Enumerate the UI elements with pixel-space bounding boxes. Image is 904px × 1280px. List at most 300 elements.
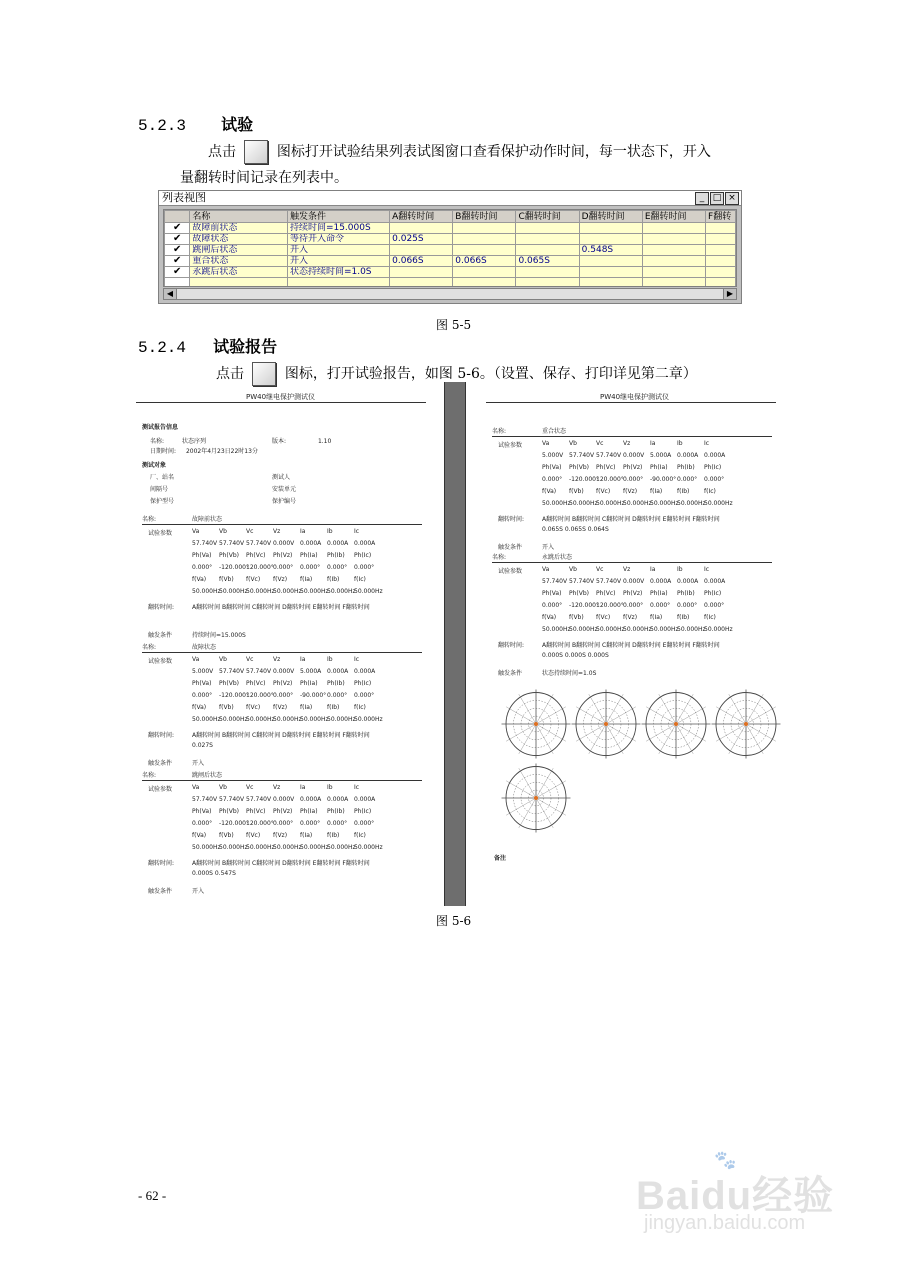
param-cell: 0.000° xyxy=(273,692,294,699)
param-cell: 5.000V xyxy=(192,668,214,675)
param-cell: 120.000° xyxy=(246,692,274,699)
param-cell: f(Ic) xyxy=(354,832,366,839)
param-cell: Ia xyxy=(300,784,306,791)
param-cell: f(Va) xyxy=(192,832,207,839)
results-grid[interactable] xyxy=(163,209,737,287)
block-name-label: 名称: xyxy=(142,644,157,651)
param-cell: Ph(Vb) xyxy=(569,464,590,471)
trigger-value: 开入 xyxy=(192,760,205,767)
param-cell: 50.000Hz xyxy=(354,588,383,595)
param-cell: 0.000V xyxy=(273,668,295,675)
param-cell: Vb xyxy=(219,784,227,791)
param-cell: Ia xyxy=(300,656,306,663)
trigger-value: 状态持续时间=1.0S xyxy=(542,670,597,677)
table-row[interactable]: ✔ 永跳后状态 状态持续时间=1.0S xyxy=(165,267,736,278)
param-cell: 50.000Hz xyxy=(246,716,275,723)
param-cell: Vc xyxy=(246,528,254,535)
window-titlebar[interactable] xyxy=(159,191,741,206)
param-cell: Ph(Vb) xyxy=(219,680,240,687)
param-cell: 57.740V xyxy=(219,796,245,803)
param-cell: 50.000Hz xyxy=(300,844,329,851)
param-cell: 0.000V xyxy=(623,578,645,585)
divider xyxy=(492,436,772,437)
param-cell: Ph(Va) xyxy=(192,680,212,687)
trigger-value: 持续时间=15.000S xyxy=(192,632,246,639)
param-cell: -90.000° xyxy=(650,476,677,483)
param-cell: 50.000Hz xyxy=(596,500,625,507)
param-cell: 0.000° xyxy=(704,476,725,483)
param-cell: f(Va) xyxy=(542,488,557,495)
param-cell: 50.000Hz xyxy=(569,626,598,633)
param-cell: 50.000Hz xyxy=(219,588,248,595)
action-headers: A翻转时间 B翻转时间 C翻转时间 D翻转时间 E翻转时间 F翻转时间 xyxy=(542,516,720,523)
param-cell: Ph(Vz) xyxy=(273,808,293,815)
param-cell: 50.000Hz xyxy=(542,626,571,633)
param-cell: 5.000V xyxy=(542,452,564,459)
param-cell: Ph(Vz) xyxy=(273,552,293,559)
figure-5-6-caption: 图 5-6 xyxy=(436,914,472,928)
action-headers: A翻转时间 B翻转时间 C翻转时间 D翻转时间 E翻转时间 F翻转时间 xyxy=(192,732,370,739)
trigger-value: 开入 xyxy=(542,544,555,551)
table-row[interactable] xyxy=(165,278,736,288)
param-cell: Ph(Ic) xyxy=(704,590,722,597)
para-1-line-2: 量翻转时间记录在列表中。 xyxy=(180,170,348,186)
param-cell: f(Vz) xyxy=(623,488,638,495)
param-cell: Ph(Ia) xyxy=(300,552,318,559)
param-cell: 0.000A xyxy=(704,452,726,459)
param-cell: Ph(Vc) xyxy=(246,680,266,687)
scroll-right-icon[interactable]: ▶ xyxy=(723,289,736,299)
param-cell: 0.000° xyxy=(192,820,213,827)
param-cell: f(Va) xyxy=(192,576,207,583)
param-cell: 50.000Hz xyxy=(354,844,383,851)
check-icon: ✔ xyxy=(165,245,190,256)
param-cell: 50.000Hz xyxy=(623,626,652,633)
trigger-label: 触发条件 xyxy=(498,670,523,677)
param-cell: 0.000V xyxy=(273,796,295,803)
param-cell: 57.740V xyxy=(192,540,218,547)
param-cell: 50.000Hz xyxy=(246,844,275,851)
param-cell: 0.000° xyxy=(192,564,213,571)
param-cell: 0.000A xyxy=(327,540,349,547)
param-cell: Va xyxy=(192,656,200,663)
block-name: 永跳后状态 xyxy=(542,554,573,561)
param-cell: Va xyxy=(542,440,550,447)
param-cell: Ib xyxy=(677,566,683,573)
check-icon: ✔ xyxy=(165,267,190,278)
param-cell: f(Vz) xyxy=(273,704,288,711)
param-cell: f(Ic) xyxy=(704,614,716,621)
param-cell: f(Ia) xyxy=(300,576,313,583)
param-cell: Va xyxy=(542,566,550,573)
param-cell: 50.000Hz xyxy=(327,716,356,723)
param-cell: f(Vc) xyxy=(596,488,611,495)
divider xyxy=(142,652,422,653)
param-cell: 50.000Hz xyxy=(327,588,356,595)
window-title: 列表视图 xyxy=(162,191,206,204)
action-label: 翻转时间: xyxy=(498,642,525,649)
param-cell: 50.000Hz xyxy=(219,844,248,851)
results-table xyxy=(164,210,736,287)
param-cell: 50.000Hz xyxy=(192,716,221,723)
param-cell: 120.000° xyxy=(246,820,274,827)
param-cell: Ph(Vb) xyxy=(569,590,590,597)
param-cell: 0.000A xyxy=(704,578,726,585)
action-headers: A翻转时间 B翻转时间 C翻转时间 D翻转时间 E翻转时间 F翻转时间 xyxy=(192,604,370,611)
param-cell: 50.000Hz xyxy=(327,844,356,851)
param-cell: Ph(Va) xyxy=(192,808,212,815)
block-name-label: 名称: xyxy=(492,554,507,561)
param-cell: 50.000Hz xyxy=(246,588,275,595)
param-cell: Va xyxy=(192,784,200,791)
param-cell: Vb xyxy=(219,656,227,663)
param-cell: f(Va) xyxy=(192,704,207,711)
param-cell: 50.000Hz xyxy=(704,626,733,633)
check-icon: ✔ xyxy=(165,256,190,267)
param-cell: f(Vb) xyxy=(219,576,234,583)
param-cell: 0.000A xyxy=(677,452,699,459)
action-headers: A翻转时间 B翻转时间 C翻转时间 D翻转时间 E翻转时间 F翻转时间 xyxy=(192,860,370,867)
table-row[interactable]: ✔ 故障前状态 持续时间=15.000S xyxy=(165,223,736,234)
param-cell: 0.000° xyxy=(192,692,213,699)
param-cell: Ph(Ia) xyxy=(300,680,318,687)
param-cell: 0.000° xyxy=(704,602,725,609)
param-cell: Ph(Ia) xyxy=(650,464,668,471)
param-cell: 0.000° xyxy=(327,820,348,827)
param-cell: f(Vz) xyxy=(273,832,288,839)
param-cell: f(Vc) xyxy=(246,704,261,711)
divider xyxy=(142,780,422,781)
param-cell: f(Vb) xyxy=(569,614,584,621)
watermark-url: jingyan.baidu.com xyxy=(644,1212,806,1234)
param-cell: 5.000A xyxy=(300,668,322,675)
scroll-left-icon[interactable]: ◀ xyxy=(164,289,177,299)
param-cell: Ph(Va) xyxy=(542,464,562,471)
param-cell: -120.000° xyxy=(569,476,599,483)
param-cell: 5.000A xyxy=(650,452,672,459)
param-cell: 0.000A xyxy=(327,668,349,675)
param-cell: Ib xyxy=(677,440,683,447)
param-cell: f(Vc) xyxy=(246,576,261,583)
param-cell: Ib xyxy=(327,656,333,663)
param-cell: f(Ia) xyxy=(300,832,313,839)
param-cell: 57.740V xyxy=(219,540,245,547)
param-cell: -120.000° xyxy=(219,820,249,827)
table-row[interactable]: ✔ 跳闸后状态 开入 0.548S xyxy=(165,245,736,256)
param-cell: Ph(Vc) xyxy=(246,552,266,559)
page-separator xyxy=(444,382,466,906)
param-cell: 57.740V xyxy=(246,540,272,547)
params-label: 试验参数 xyxy=(498,442,523,449)
para-2: 点击 图标，打开试验报告，如图 5-6。（设置、保存、打印详见第二章） xyxy=(216,362,697,386)
table-row[interactable]: ✔ 故障状态 等待开入命令 0.025S xyxy=(165,234,736,245)
report-title: PW40继电保护测试仪 xyxy=(246,393,316,401)
param-cell: 50.000Hz xyxy=(273,588,302,595)
param-cell: 0.000° xyxy=(650,602,671,609)
param-cell: 50.000Hz xyxy=(623,500,652,507)
figure-5-5-caption: 图 5-5 xyxy=(436,318,472,332)
divider xyxy=(486,402,776,403)
param-cell: Vz xyxy=(623,440,631,447)
trigger-label: 触发条件 xyxy=(498,544,523,551)
trigger-label: 触发条件 xyxy=(148,760,173,767)
polar-plots xyxy=(500,680,790,840)
param-cell: f(Ia) xyxy=(650,488,663,495)
check-icon: ✔ xyxy=(165,234,190,245)
param-cell: 50.000Hz xyxy=(273,844,302,851)
param-cell: 57.740V xyxy=(219,668,245,675)
param-cell: 0.000° xyxy=(354,692,375,699)
divider xyxy=(136,402,426,403)
report-title-right: PW40继电保护测试仪 xyxy=(600,393,670,401)
param-cell: 0.000° xyxy=(623,476,644,483)
param-cell: 0.000A xyxy=(300,796,322,803)
param-cell: f(Vb) xyxy=(219,832,234,839)
param-cell: Vc xyxy=(246,656,254,663)
block-name: 跳闸后状态 xyxy=(192,772,223,779)
param-cell: Va xyxy=(192,528,200,535)
action-label: 翻转时间: xyxy=(148,732,175,739)
param-cell: f(Ia) xyxy=(650,614,663,621)
param-cell: f(Ib) xyxy=(327,576,340,583)
param-cell: Ph(Ic) xyxy=(704,464,722,471)
polar-plot-5 xyxy=(502,764,571,833)
block-name-label: 名称: xyxy=(142,772,157,779)
list-view-window[interactable] xyxy=(158,190,742,304)
params-label: 试验参数 xyxy=(498,568,523,575)
param-cell: f(Vc) xyxy=(596,614,611,621)
param-cell: Ph(Ic) xyxy=(354,808,372,815)
param-cell: f(Vb) xyxy=(569,488,584,495)
polar-plot-1 xyxy=(502,690,571,759)
param-cell: Ph(Ia) xyxy=(650,590,668,597)
param-cell: 50.000Hz xyxy=(677,626,706,633)
param-cell: 57.740V xyxy=(246,668,272,675)
param-cell: 0.000A xyxy=(354,668,376,675)
param-cell: Vz xyxy=(273,656,281,663)
param-cell: 0.000° xyxy=(273,564,294,571)
param-cell: f(Vb) xyxy=(219,704,234,711)
maximize-button[interactable]: □ xyxy=(710,192,724,205)
param-cell: Ph(Ib) xyxy=(327,808,345,815)
param-cell: Ph(Ic) xyxy=(354,552,372,559)
param-cell: Ph(Vb) xyxy=(219,808,240,815)
param-cell: 0.000V xyxy=(273,540,295,547)
block-name: 故障前状态 xyxy=(192,516,223,523)
block-name: 重合状态 xyxy=(542,428,567,435)
close-button[interactable]: × xyxy=(725,192,739,205)
param-cell: Ph(Vc) xyxy=(596,590,616,597)
param-cell: 0.000° xyxy=(542,602,563,609)
param-cell: 50.000Hz xyxy=(650,626,679,633)
action-values: 0.027S xyxy=(192,742,213,749)
param-cell: Ia xyxy=(300,528,306,535)
param-cell: 0.000° xyxy=(327,692,348,699)
param-cell: 50.000Hz xyxy=(650,500,679,507)
action-values: 0.000S 0.000S 0.000S xyxy=(542,652,609,659)
param-cell: f(Ib) xyxy=(677,614,690,621)
param-cell: 50.000Hz xyxy=(192,844,221,851)
param-cell: f(Ia) xyxy=(300,704,313,711)
param-cell: Ph(Ib) xyxy=(677,590,695,597)
param-cell: Vb xyxy=(569,440,577,447)
action-label: 翻转时间: xyxy=(148,860,175,867)
divider xyxy=(492,562,772,563)
param-cell: 0.000° xyxy=(542,476,563,483)
paw-icon: 🐾 xyxy=(714,1150,737,1171)
param-cell: Ic xyxy=(354,784,360,791)
report-icon[interactable] xyxy=(252,362,276,386)
param-cell: 57.740V xyxy=(542,578,568,585)
param-cell: Ph(Vz) xyxy=(623,590,643,597)
param-cell: 0.000A xyxy=(677,578,699,585)
param-cell: Vb xyxy=(569,566,577,573)
param-cell: 0.000A xyxy=(300,540,322,547)
param-cell: -120.000° xyxy=(219,564,249,571)
divider xyxy=(142,524,422,525)
param-cell: f(Ic) xyxy=(704,488,716,495)
param-cell: 50.000Hz xyxy=(192,588,221,595)
param-cell: 120.000° xyxy=(246,564,274,571)
param-cell: 120.000° xyxy=(596,602,624,609)
params-label: 试验参数 xyxy=(148,786,173,793)
param-cell: Ph(Vc) xyxy=(596,464,616,471)
param-cell: Vc xyxy=(246,784,254,791)
trigger-label: 触发条件 xyxy=(148,888,173,895)
param-cell: Ph(Ib) xyxy=(677,464,695,471)
param-cell: 0.000° xyxy=(354,564,375,571)
param-cell: 57.740V xyxy=(596,578,622,585)
block-name-label: 名称: xyxy=(492,428,507,435)
param-cell: f(Ib) xyxy=(327,832,340,839)
param-cell: 50.000Hz xyxy=(596,626,625,633)
param-cell: Ph(Ib) xyxy=(327,552,345,559)
param-cell: Ph(Va) xyxy=(542,590,562,597)
param-cell: 57.740V xyxy=(569,452,595,459)
table-row[interactable]: ✔ 重合状态 开入 0.066S 0.066S 0.065S xyxy=(165,256,736,267)
check-icon: ✔ xyxy=(165,223,190,234)
param-cell: 0.000A xyxy=(327,796,349,803)
param-cell: 50.000Hz xyxy=(542,500,571,507)
param-cell: Ic xyxy=(354,656,360,663)
param-cell: 50.000Hz xyxy=(354,716,383,723)
param-cell: 0.000A xyxy=(354,540,376,547)
param-cell: 57.740V xyxy=(596,452,622,459)
params-label: 试验参数 xyxy=(148,658,173,665)
polar-plot-2 xyxy=(572,690,641,759)
param-cell: Ib xyxy=(327,528,333,535)
trigger-value: 开入 xyxy=(192,888,205,895)
watermark-brand: Baidu经验 xyxy=(636,1174,835,1218)
param-cell: -120.000° xyxy=(219,692,249,699)
param-cell: Ph(Vb) xyxy=(219,552,240,559)
param-cell: Vb xyxy=(219,528,227,535)
param-cell: 120.000° xyxy=(596,476,624,483)
param-cell: 0.000° xyxy=(300,564,321,571)
section-524-heading: 5.2.4 试验报告 xyxy=(138,337,278,357)
polar-plot-3 xyxy=(642,690,711,759)
param-cell: Ic xyxy=(354,528,360,535)
param-cell: f(Vc) xyxy=(246,832,261,839)
param-cell: Ic xyxy=(704,440,710,447)
param-cell: Ph(Vc) xyxy=(246,808,266,815)
block-name-label: 名称: xyxy=(142,516,157,523)
param-cell: 50.000Hz xyxy=(704,500,733,507)
minimize-button[interactable]: _ xyxy=(695,192,709,205)
param-cell: Vz xyxy=(273,784,281,791)
horizontal-scrollbar[interactable] xyxy=(163,288,737,300)
table-header: 名称 触发条件 A翻转时间 B翻转时间 C翻转时间 D翻转时间 E翻转时间 F翻转 xyxy=(165,211,736,223)
param-cell: 0.000A xyxy=(650,578,672,585)
param-cell: 57.740V xyxy=(569,578,595,585)
param-cell: Ph(Vz) xyxy=(273,680,293,687)
action-label: 翻转时间: xyxy=(148,604,175,611)
section-523-heading: 5.2.3 试验 xyxy=(138,115,254,135)
polar-plot-4 xyxy=(712,690,781,759)
param-cell: 0.000° xyxy=(300,820,321,827)
param-cell: Ic xyxy=(704,566,710,573)
param-cell: Vz xyxy=(273,528,281,535)
param-cell: Vc xyxy=(596,566,604,573)
param-cell: 50.000Hz xyxy=(569,500,598,507)
page-number: - 62 - xyxy=(138,1188,167,1203)
param-cell: 0.000° xyxy=(623,602,644,609)
param-cell: 57.740V xyxy=(246,796,272,803)
param-cell: f(Vz) xyxy=(623,614,638,621)
param-cell: 0.000° xyxy=(677,602,698,609)
param-cell: f(Ib) xyxy=(677,488,690,495)
param-cell: 0.000° xyxy=(273,820,294,827)
param-cell: -120.000° xyxy=(569,602,599,609)
remark: 备注 xyxy=(494,855,507,862)
param-cell: 0.000° xyxy=(327,564,348,571)
param-cell: 57.740V xyxy=(192,796,218,803)
param-cell: f(Va) xyxy=(542,614,557,621)
param-cell: Ph(Va) xyxy=(192,552,212,559)
param-cell: Ph(Ib) xyxy=(327,680,345,687)
param-cell: 50.000Hz xyxy=(300,716,329,723)
trigger-label: 触发条件 xyxy=(148,632,173,639)
param-cell: Ph(Ic) xyxy=(354,680,372,687)
param-cell: Ia xyxy=(650,440,656,447)
action-values: 0.000S 0.547S xyxy=(192,870,236,877)
action-values: 0.065S 0.065S 0.064S xyxy=(542,526,609,533)
param-cell: 0.000° xyxy=(354,820,375,827)
params-label: 试验参数 xyxy=(148,530,173,537)
param-cell: f(Ib) xyxy=(327,704,340,711)
param-cell: 50.000Hz xyxy=(273,716,302,723)
param-cell: f(Vz) xyxy=(273,576,288,583)
param-cell: Vz xyxy=(623,566,631,573)
param-cell: 50.000Hz xyxy=(300,588,329,595)
param-cell: -90.000° xyxy=(300,692,327,699)
action-headers: A翻转时间 B翻转时间 C翻转时间 D翻转时间 E翻转时间 F翻转时间 xyxy=(542,642,720,649)
list-view-icon[interactable] xyxy=(244,140,268,164)
action-label: 翻转时间: xyxy=(498,516,525,523)
param-cell: 50.000Hz xyxy=(219,716,248,723)
param-cell: Vc xyxy=(596,440,604,447)
param-cell: 0.000A xyxy=(354,796,376,803)
param-cell: 50.000Hz xyxy=(677,500,706,507)
baidu-watermark xyxy=(636,1150,866,1250)
param-cell: 0.000° xyxy=(677,476,698,483)
param-cell: Ib xyxy=(327,784,333,791)
param-cell: f(Ic) xyxy=(354,576,366,583)
param-cell: Ia xyxy=(650,566,656,573)
report-page-left: PW40继电保护测试仪 测试报告信息 名称: 状态序列 版本: 1.10 日期时间: 2002年4月23日22时13分 测试对象 厂、站名 测试人 间隔号 安装单元 保护型号 保护编号 名称: 故障前状态 试验参数 Va Vb Vc Vz Ia Ib Ic 57.740V 57.740V 57.740V 0.000V 0.000A 0.000A 0.000A Ph(Va) Ph(Vb) Ph(Vc) Ph(Vz) Ph(Ia) Ph(Ib) Ph(Ic) 0.000° -120.000° 120.000° 0.000° 0.000° 0.000° 0.000° f(Va) f(Vb) f(Vc) f(Vz) f(Ia) f(Ib) f(Ic) 50.000Hz 50.000Hz 50.000Hz 50.000Hz 50.000Hz 50.000Hz 50.000Hz 翻转时间: A翻转时间 B翻转时间 C翻转时间 D翻转时间 E翻转时间 F翻转时间 触发条件 持续时间=15.000S 名称: 故障状态 试验参数 Va Vb Vc Vz Ia Ib Ic 5.000V 57.740V 57.740V 0.000V 5.000A 0.000A 0.000A Ph(Va) Ph(Vb) Ph(Vc) Ph(Vz) Ph(Ia) Ph(Ib) Ph(Ic) 0.000° -120.000° 120.000° 0.000° -90.000° 0.000° 0.000° f(Va) f(Vb) f(Vc) f(Vz) f(Ia) f(Ib) f(Ic) 50.000Hz 50.000Hz 50.000Hz 50.000Hz 50.000Hz 50.000Hz 50.000Hz 翻转时间: A翻转时间 B翻转时间 C翻转时间 D翻转时间 E翻转时间 F翻转时间 0.027S 触发条件 开入 名称: 跳闸后状态 试验参数 Va Vb Vc Vz Ia Ib Ic 57.740V 57.740V 57.740V 0.000V 0.000A 0.000A 0.000A Ph(Va) Ph(Vb) Ph(Vc) Ph(Vz) Ph(Ia) Ph(Ib) Ph(Ic) 0.000° -120.000° 120.000° 0.000° 0.000° 0.000° 0.000° f(Va) f(Vb) f(Vc) f(Vz) f(Ia) f(Ib) f(Ic) 50.000Hz 50.000Hz 50.000Hz 50.000Hz 50.000Hz 50.000Hz 50.000Hz 翻转时间: A翻转时间 B翻转时间 C翻转时间 D翻转时间 E翻转时间 F翻转时间 0.000S 0.547S 触发条件 开入 xyxy=(136,386,426,896)
param-cell: f(Ic) xyxy=(354,704,366,711)
param-cell: 0.000V xyxy=(623,452,645,459)
